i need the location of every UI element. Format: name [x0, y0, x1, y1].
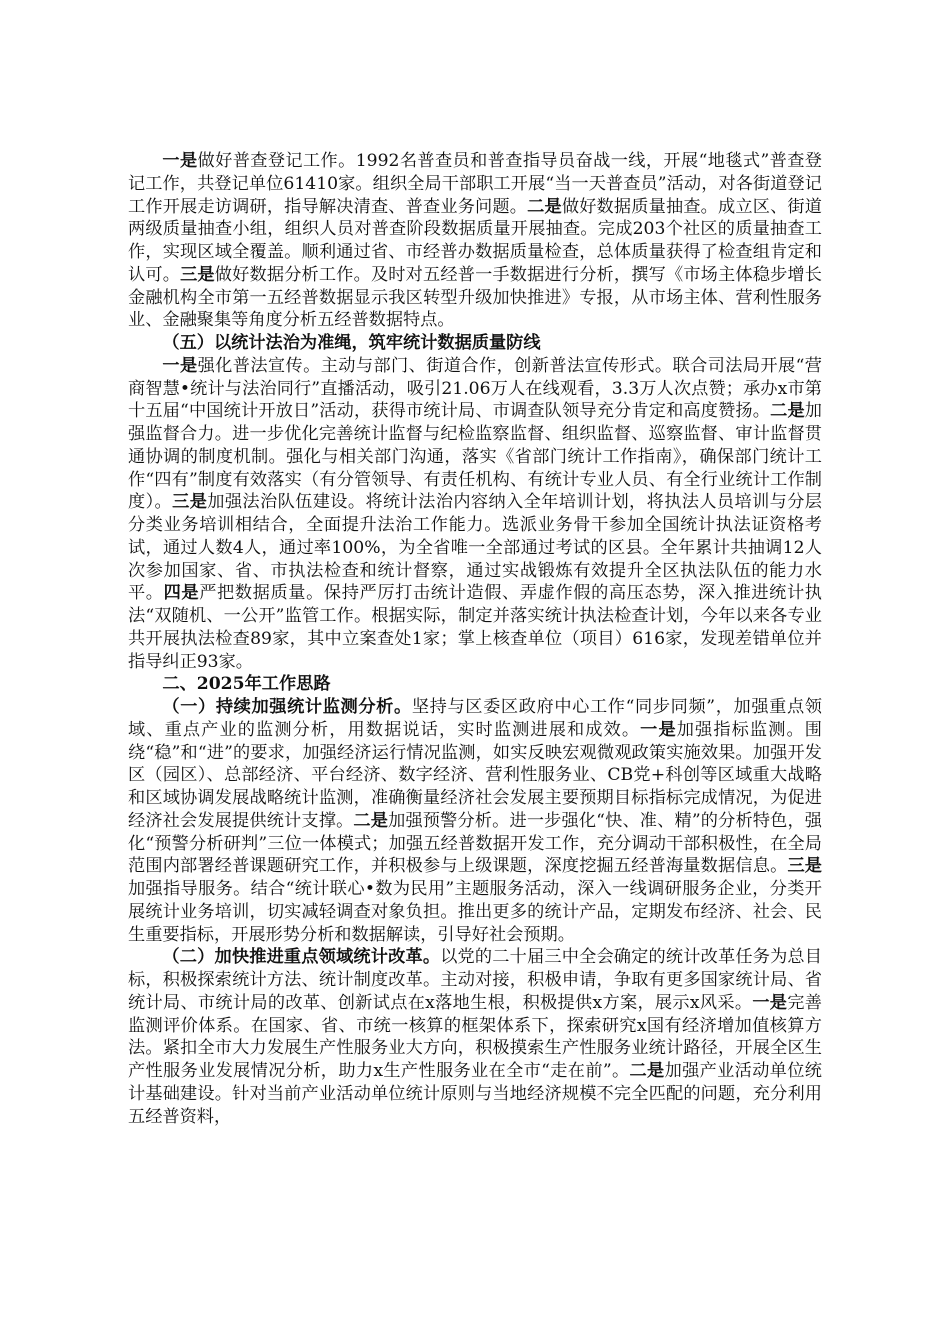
run: （二）加快推进重点领域统计改革。 [162, 947, 441, 968]
run: 二是 [770, 401, 805, 422]
run: 做好普查登记工作。1992名普查员和普查指导员奋战一线，开展“地毯式”普查登记工作，共登记单位61410家。组织全局干部职工开展“当一天普查员”活动，对各街道登记工作开展走访调研，指导解决清查、普查业务问题。 [128, 151, 822, 217]
run: 三是 [180, 264, 215, 285]
run: 三是 [787, 856, 822, 877]
run: （一）持续加强统计监测分析。 [162, 697, 412, 717]
run: 三是 [172, 492, 208, 513]
run: 二是 [353, 810, 389, 831]
paragraph-monitoring-analysis [128, 696, 822, 946]
run: 强化普法宣传。主动与部门、街道合作，创新普法宣传形式。联合司法局开展“营商智慧•统计与法治同行”直播活动，吸引21.06万人在线观看，3.3万人次点赞；承办x市第十五届“中国统计开放日”活动，获得市统计局、市调查队领导充分肯定和高度赞扬。 [128, 355, 822, 422]
run: 加强监督合力。进一步优化完善统计监督与纪检监察监督、组织监督、巡察监督、审计监督贯通协调的制度机制。强化与相关部门沟通，落实《省部门统计工作指南》，确保部门统计工作“四有”制度有效落实（有分管领导、有责任机构、有统计专业人员、有全行业统计工作制度）。 [128, 401, 822, 513]
run: 一是 [752, 992, 788, 1013]
run: 二是 [629, 1061, 665, 1081]
section-heading-2025-plan [128, 673, 822, 696]
run: 一是 [640, 719, 677, 740]
paragraph-statistics-reform [128, 946, 822, 1128]
paragraph-rule-of-law [128, 355, 822, 674]
run: 一是 [162, 151, 198, 171]
run: 坚持与区委区政府中心工作“同步同频”，加强重点领域、重点产业的监测分析，用数据说话，实时监测进展和成效。 [128, 697, 822, 740]
run: 严把数据质量。保持严厉打击统计造假、弄虚作假的高压态势，深入推进统计执法“双随机、一公开”监管工作。根据实际，制定并落实统计执法检查计划，今年以来各专业共开展执法检查89家，其中立案查处1家；掌上核查单位（项目）616家，发现差错单位并指导纠正93家。 [128, 583, 822, 672]
run: 二是 [527, 196, 562, 217]
paragraph-census-work [128, 150, 822, 332]
run: 加强预警分析。进一步强化“快、准、精”的分析特色，强化“预警分析研判”三位一体模式；加强五经普数据开发工作，充分调动干部积极性，在全局范围内部署经普课题研究工作，并积极参与上级课题，深度挖掘五经普海量数据信息。 [128, 810, 822, 877]
run: 做好数据质量抽查。成立区、街道两级质量抽查小组，组织人员对普查阶段数据质量开展抽查。完成203个社区的质量抽查工作，实现区域全覆盖。顺利通过省、市经普办数据质量检查，总体质量获得了检查组肯定和认可。 [128, 196, 822, 285]
run: 四是 [163, 583, 200, 604]
heading-text: （五）以统计法治为准绳，筑牢统计数据质量防线 [162, 333, 541, 353]
run: 加强产业活动单位统计基础建设。针对当前产业活动单位统计原则与当地经济规模不完全匹配的问题，充分利用五经普资料， [128, 1061, 822, 1127]
run: 以党的二十届三中全会确定的统计改革任务为总目标，积极探索统计方法、统计制度改革。主动对接，积极申请，争取有更多国家统计局、省统计局、市统计局的改革、创新试点在x落地生根，积极提供x方案，展示x风采。 [128, 947, 822, 1013]
run: 做好数据分析工作。及时对五经普一手数据进行分析，撰写《市场主体稳步增长金融机构全市第一五经普数据显示我区转型升级加快推进》专报，从市场主体、营利性服务业、金融聚集等角度分析五经普数据特点。 [128, 264, 822, 331]
run: 加强指导服务。结合“统计联心•数为民用”主题服务活动，深入一线调研服务企业，分类开展统计业务培训，切实减轻调查对象负担。推出更多的统计产品，定期发布经济、社会、民生重要指标，开展形势分析和数据解读，引导好社会预期。 [128, 879, 822, 945]
document-page [128, 150, 822, 1128]
section-heading-rule-of-law [128, 332, 822, 355]
run: 加强指标监测。围绕“稳”和“进”的要求，加强经济运行情况监测，如实反映宏观微观政策实施效果。加强开发区（园区）、总部经济、平台经济、数字经济、营利性服务业、CB党+科创等区域重大战略和区域协调发展战略统计监测，准确衡量经济社会发展主要预期目标指标完成情况，为促进经济社会发展提供统计支撑。 [128, 719, 822, 831]
run: 完善监测评价体系。在国家、省、市统一核算的框架体系下，探索研究x国有经济增加值核算方法。紧扣全市大力发展生产性服务业大方向，积极摸索生产性服务业统计路径，开展全区生产性服务业发展情况分析，助力x生产性服务业在全市“走在前”。 [128, 992, 822, 1081]
heading-text: 二、2025年工作思路 [162, 674, 331, 695]
run: 加强法治队伍建设。将统计法治内容纳入全年培训计划，将执法人员培训与分层分类业务培训相结合，全面提升法治工作能力。选派业务骨干参加全国统计执法证资格考试，通过人数4人，通过率100%，为全省唯一全部通过考试的区县。全年累计共抽调12人次参加国家、省、市执法检查和统计督察，通过实战锻炼有效提升全区执法队伍的能力水平。 [128, 492, 822, 604]
run: 一是 [162, 355, 198, 376]
